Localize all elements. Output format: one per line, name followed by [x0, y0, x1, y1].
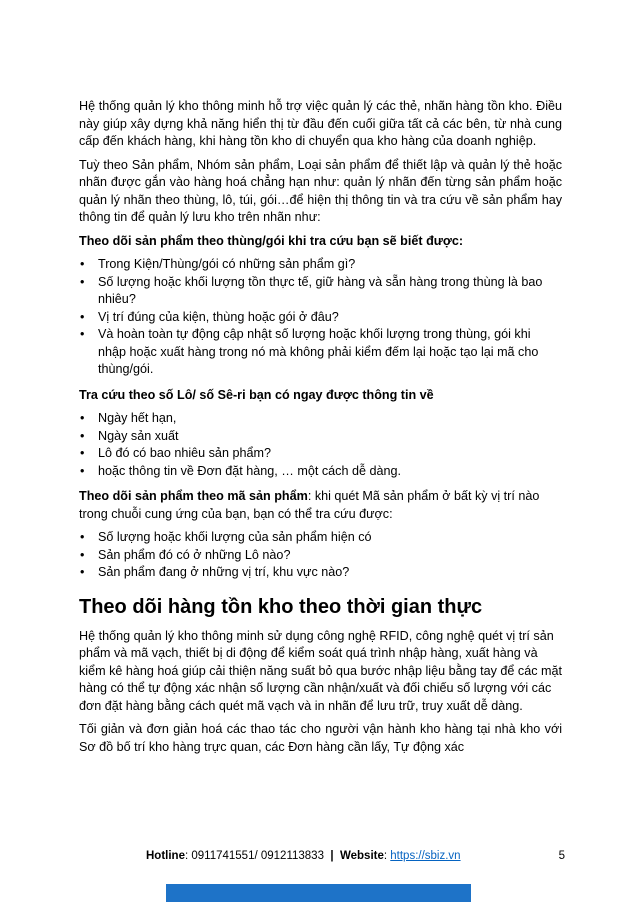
list-item: • Sản phẩm đó có ở những Lô nào? — [79, 547, 562, 565]
product-code-text: : khi quét Mã sản phẩm ở bất kỳ vị trí nào trong chuỗi cung ứng của bạn, bạn có thể tra cứu được: — [79, 489, 540, 521]
label-management-paragraph: Tuỳ theo Sản phẩm, Nhóm sản phẩm, Loại sản phẩm để thiết lập và quản lý thẻ hoặc nhãn được gắn vào hàng hoá chẳng hạn như: quản lý nhãn đến từng sản phẩm hoặc quản lý nhãn theo thùng, lô, túi, gói…để hiện thị thông tin và tra cứu về sản phẩm hay thông tin để quản lý lưu kho trên nhãn như: — [79, 157, 562, 224]
website-label: Website — [339, 850, 384, 862]
realtime-paragraph-1: Hệ thống quản lý kho thông minh sử dụng công nghệ RFID, công nghệ quét vị trí sản phẩm và mã vạch, thiết bị di động để kiểm soát quá trình nhập hàng, xuất hàng và kiểm kê hàng hoá giúp cải thiện năng suất bỏ qua bước nhập liệu bằng tay để các mặt hàng có thể tự động xác nhận số lượng cần nhận/xuất và đối chiếu số lượng với các đơn đặt hàng bằng cách quét mã vạch và in nhãn để lưu trữ, truy xuất dễ dàng. — [79, 628, 562, 713]
website-link[interactable]: https://sbiz.vn — [390, 850, 461, 862]
box-tracking-heading: Theo dõi sản phẩm theo thùng/gói khi tra cứu bạn sẽ biết được: — [79, 233, 464, 248]
list-item: • Trong Kiện/Thùng/gói có những sản phẩm gì? — [79, 256, 562, 274]
list-item: • Sản phẩm đang ở những vị trí, khu vực nào? — [79, 564, 562, 582]
list-item: • Số lượng hoặc khối lượng tồn thực tế, giữ hàng và sẵn hàng trong thùng là bao nhiêu? — [79, 274, 562, 309]
list-item: • Lô đó có bao nhiêu sản phẩm? — [79, 445, 562, 463]
hotline-label: Hotline — [146, 850, 185, 862]
footer-contact — [146, 847, 461, 865]
list-item: • Và hoàn toàn tự động cập nhật số lượng hoặc khối lượng trong thùng, gói khi nhập hoặc xuất hàng trong nó mà không phải kiểm đếm lại hoặc tạo lại mã cho thùng/gói. — [79, 326, 562, 379]
product-code-paragraph — [79, 488, 562, 523]
list-item: • Ngày sản xuất — [79, 428, 562, 446]
realtime-section-title: Theo dõi hàng tồn kho theo thời gian thực — [79, 595, 483, 618]
product-code-list — [79, 529, 562, 582]
box-tracking-list — [79, 256, 562, 379]
list-item: • Ngày hết hạn, — [79, 410, 562, 428]
list-item: • hoặc thông tin về Đơn đặt hàng, … một cách dễ dàng. — [79, 463, 562, 481]
page-number: 5 — [558, 850, 565, 862]
product-code-heading: Theo dõi sản phẩm theo mã sản phẩm — [79, 489, 308, 503]
page-content — [79, 98, 562, 762]
intro-paragraph: Hệ thống quản lý kho thông minh hỗ trợ việc quản lý các thẻ, nhãn hàng tồn kho. Điều này giúp xây dựng khả năng hiển thị từ đầu đến cuối giữa tất cả các bên, từ nhà cung cấp đến khách hàng, khi hàng tồn kho di chuyển qua kho hàng của doanh nghiệp. — [79, 99, 562, 148]
website-separator: : — [383, 850, 391, 862]
list-item: • Số lượng hoặc khối lượng của sản phẩm hiện có — [79, 529, 562, 547]
hotline-value: : 0911741551/ 0912113833 — [184, 850, 324, 862]
lot-serial-list — [79, 410, 562, 480]
page-footer — [119, 847, 565, 865]
footer-separator: | — [323, 850, 340, 862]
footer-color-bar — [166, 884, 471, 902]
realtime-paragraph-2: Tối giản và đơn giản hoá các thao tác cho người vận hành kho hàng tại nhà kho với Sơ đồ bố trí kho hàng trực quan, các Đơn hàng cần lấy, Tự động xác — [79, 722, 562, 754]
lot-serial-heading: Tra cứu theo số Lô/ số Sê-ri bạn có ngay được thông tin về — [79, 387, 434, 402]
list-item: • Vị trí đúng của kiện, thùng hoặc gói ở đâu? — [79, 309, 562, 327]
